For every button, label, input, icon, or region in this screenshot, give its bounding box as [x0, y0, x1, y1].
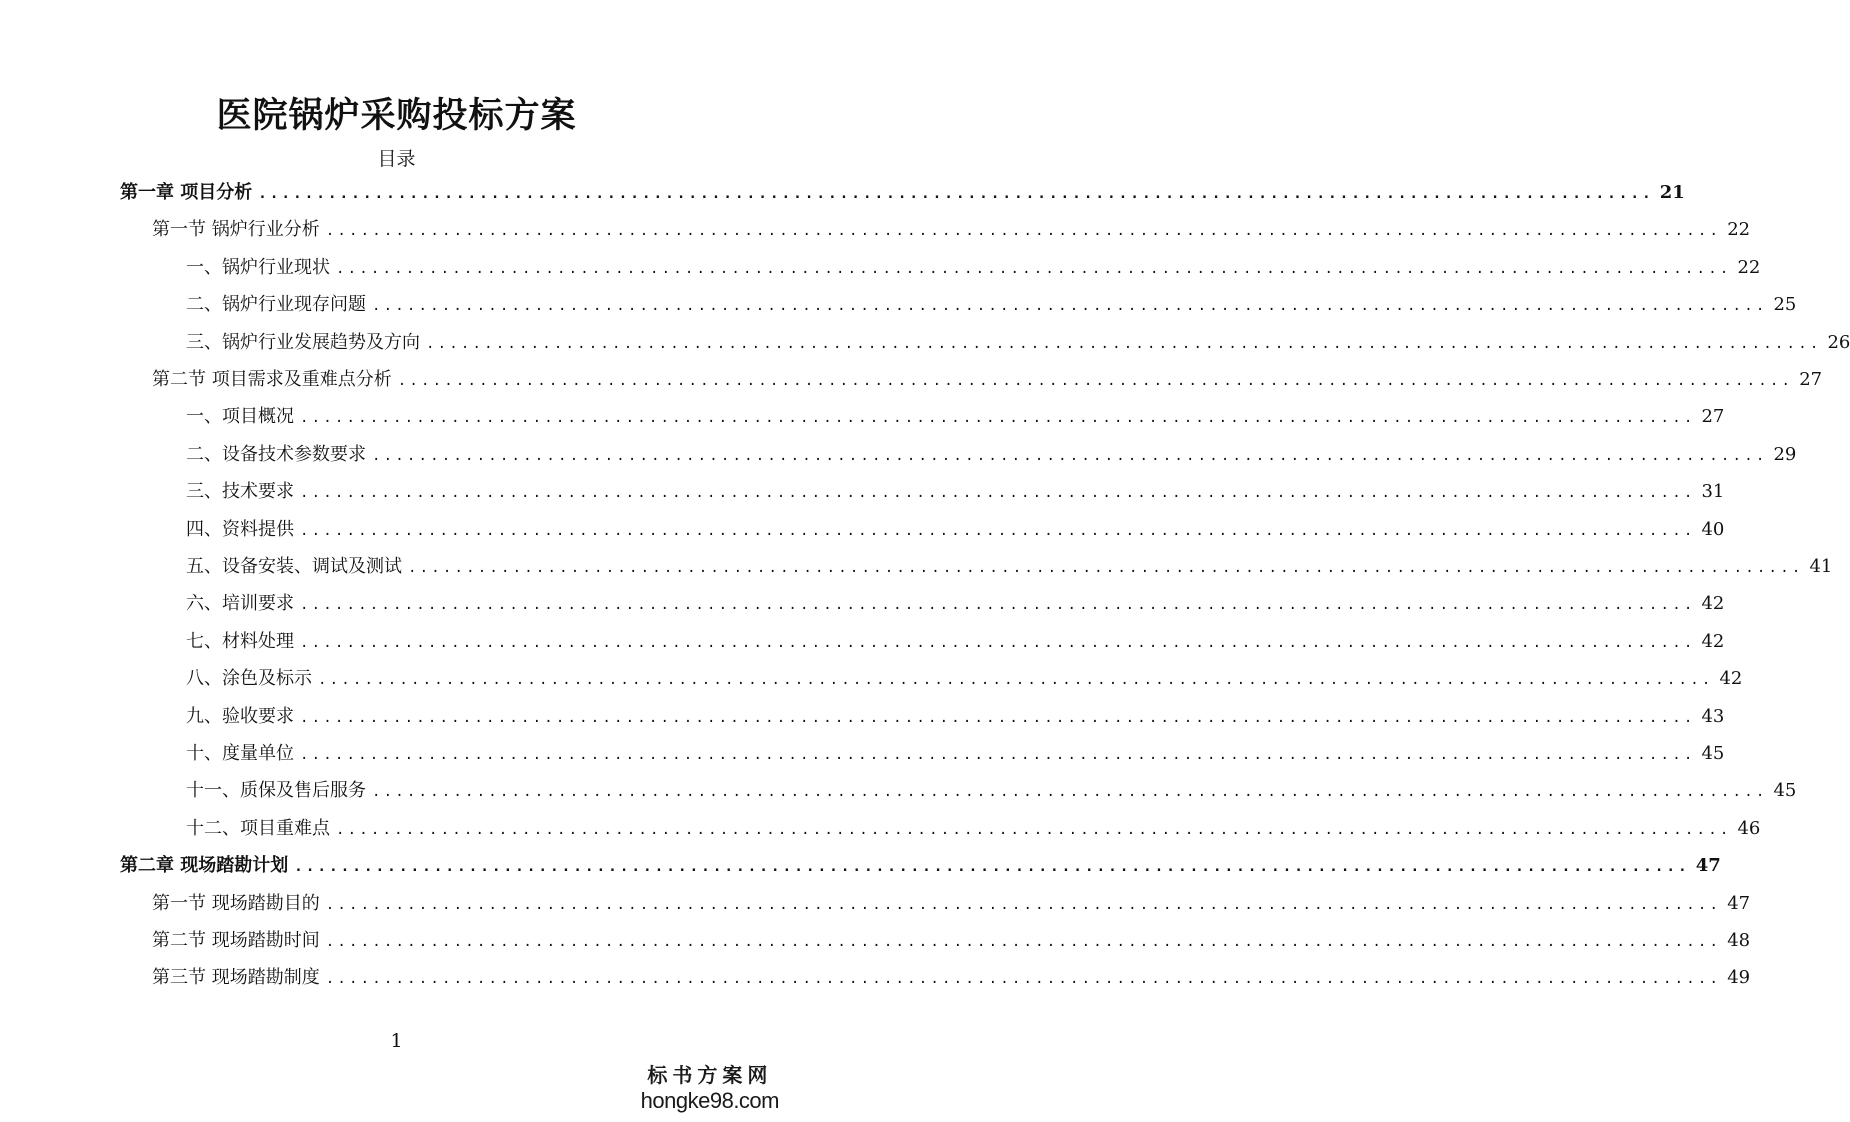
toc-leader-dots: ........................................................................................................................	[372, 784, 1768, 801]
toc-entry-page: 47	[1695, 855, 1721, 877]
toc-entry-section[interactable]	[152, 365, 1823, 395]
watermark-url: hongke98.com	[640, 1088, 779, 1113]
toc-leader-dots: ........................................................................................................................	[294, 859, 1690, 876]
toc-entry-label: 二、锅炉行业现存问题	[186, 294, 366, 316]
toc-entry-label: 三、锅炉行业发展趋势及方向	[186, 331, 420, 353]
toc-entry-label: 一、项目概况	[186, 406, 294, 428]
toc-entry-item[interactable]	[186, 739, 1725, 769]
toc-entry-page: 22	[1737, 256, 1761, 278]
toc-entry-page: 46	[1737, 817, 1761, 839]
toc-leader-dots: ........................................................................................................................	[325, 223, 1722, 240]
toc-entry-page: 27	[1799, 369, 1823, 390]
toc-leader-dots: ........................................................................................................................	[300, 522, 1696, 539]
toc-entry-page: 42	[1701, 593, 1725, 615]
toc-entry-label: 十一、质保及售后服务	[186, 780, 366, 802]
toc-entry-page: 45	[1701, 743, 1725, 764]
toc-entry-page: 21	[1659, 182, 1685, 203]
toc-entry-label: 一、锅炉行业现状	[186, 256, 330, 278]
toc-entry-label: 五、设备安装、调试及测试	[186, 556, 402, 577]
toc-entry-label: 十、度量单位	[186, 743, 294, 764]
toc-entry-label: 二、设备技术参数要求	[186, 443, 366, 465]
toc-leader-dots: ........................................................................................................................	[336, 821, 1732, 838]
toc-entry-page: 47	[1727, 892, 1751, 914]
toc-entry-page: 48	[1727, 930, 1751, 951]
toc-leader-dots: ........................................................................................................................	[300, 597, 1696, 614]
toc-entry-page: 42	[1701, 630, 1725, 652]
watermark-name: 标书方案网	[647, 1063, 773, 1087]
document-title: 医院锅炉采购投标方案	[216, 96, 577, 136]
toc-entry-label: 第二节 现场踏勘时间	[152, 930, 320, 951]
toc-entry-item[interactable]	[186, 702, 1725, 732]
toc-entry-item[interactable]	[186, 664, 1743, 694]
toc-leader-dots: ........................................................................................................................	[426, 335, 1822, 352]
toc-entry-page: 29	[1773, 443, 1797, 465]
toc-entry-label: 七、材料处理	[186, 630, 294, 652]
toc-entry-label: 六、培训要求	[186, 593, 294, 615]
toc-entry-section[interactable]	[152, 926, 1751, 956]
toc-entry-chapter[interactable]	[120, 851, 1721, 881]
toc-entry-item[interactable]	[186, 589, 1725, 619]
toc-entry-item[interactable]	[186, 253, 1761, 283]
toc-entry-section[interactable]	[152, 215, 1751, 245]
toc-entry-item[interactable]	[186, 776, 1797, 806]
toc-leader-dots: ........................................................................................................................	[372, 298, 1768, 315]
toc-entry-page: 22	[1727, 219, 1751, 241]
toc-entry-label: 第一节 现场踏勘目的	[152, 892, 320, 914]
toc-entry-item[interactable]	[186, 328, 1850, 358]
toc-entry-item[interactable]	[186, 814, 1761, 844]
toc-entry-page: 41	[1809, 556, 1833, 577]
toc-entry-label: 第三节 现场踏勘制度	[152, 967, 320, 989]
toc-entry-item[interactable]	[186, 477, 1725, 507]
toc-entry-label: 第一章 项目分析	[120, 182, 253, 203]
toc-entry-page: 40	[1701, 518, 1725, 540]
toc-leader-dots: ........................................................................................................................	[408, 560, 1804, 576]
toc-leader-dots: ........................................................................................................................	[300, 410, 1696, 427]
toc-entry-label: 十二、项目重难点	[186, 817, 330, 839]
toc-leader-dots: ........................................................................................................................	[325, 896, 1722, 913]
toc-leader-dots: ........................................................................................................................	[325, 934, 1722, 950]
page-number: 1	[390, 1030, 403, 1052]
toc-leader-dots: ........................................................................................................................	[300, 747, 1696, 763]
toc-leader-dots: ........................................................................................................................	[318, 672, 1714, 689]
toc-entry-item[interactable]	[186, 402, 1725, 432]
toc-entry-page: 26	[1827, 331, 1850, 353]
toc-leader-dots: ........................................................................................................................	[325, 971, 1722, 988]
toc-entry-page: 43	[1701, 705, 1725, 727]
toc-entry-item[interactable]	[186, 290, 1797, 320]
toc-leader-dots: ........................................................................................................................	[300, 634, 1696, 651]
toc-entry-label: 第二章 现场踏勘计划	[120, 855, 289, 877]
toc-entry-label: 第二节 项目需求及重难点分析	[152, 369, 392, 390]
toc-leader-dots: ........................................................................................................................	[397, 373, 1794, 389]
toc-leader-dots: ........................................................................................................................	[372, 447, 1768, 464]
toc-entry-label: 八、涂色及标示	[186, 668, 312, 690]
toc-entry-page: 45	[1773, 780, 1797, 802]
toc-entry-section[interactable]	[152, 963, 1751, 993]
toc-leader-dots: ........................................................................................................................	[258, 186, 1654, 202]
toc-entry-page: 49	[1727, 967, 1751, 989]
toc-entry-page: 31	[1701, 481, 1725, 503]
toc-entry-label: 三、技术要求	[186, 481, 294, 503]
toc-entry-label: 九、验收要求	[186, 705, 294, 727]
toc-entry-label: 第一节 锅炉行业分析	[152, 219, 320, 241]
toc-entry-section[interactable]	[152, 889, 1751, 919]
watermark-logo	[641, 1059, 779, 1114]
toc-entry-chapter[interactable]	[120, 178, 1685, 208]
toc-entry-page: 42	[1719, 668, 1743, 690]
toc-entry-item[interactable]	[186, 552, 1833, 582]
toc-heading: 目录	[377, 148, 416, 170]
toc-entry-item[interactable]	[186, 627, 1725, 657]
toc-entry-page: 25	[1773, 294, 1797, 316]
toc-entry-item[interactable]	[186, 440, 1797, 470]
toc-leader-dots: ........................................................................................................................	[300, 709, 1696, 726]
toc-entry-label: 四、资料提供	[186, 518, 294, 540]
toc-leader-dots: ........................................................................................................................	[336, 260, 1732, 277]
toc-entry-item[interactable]	[186, 515, 1725, 545]
toc-leader-dots: ........................................................................................................................	[300, 485, 1696, 502]
toc-entry-page: 27	[1701, 406, 1725, 428]
